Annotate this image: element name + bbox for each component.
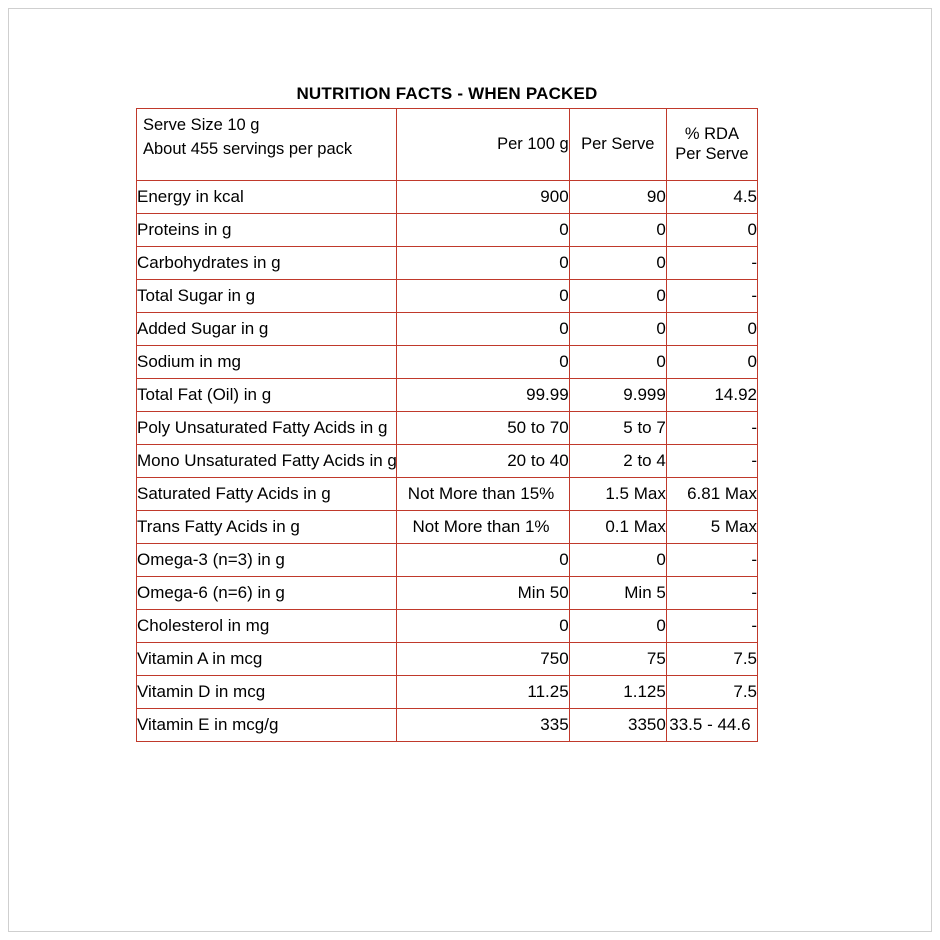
nutrient-name: Energy in kcal [137,181,397,214]
nutrient-name: Omega-3 (n=3) in g [137,544,397,577]
value-per-100g: 0 [397,544,569,577]
value-per-serve: 90 [569,181,666,214]
nutrient-name: Total Sugar in g [137,280,397,313]
serve-size-label: Serve Size 10 g [143,116,260,134]
nutrient-name: Proteins in g [137,214,397,247]
table-row [137,412,758,445]
table-row [137,445,758,478]
value-per-100g: 750 [397,643,569,676]
value-rda: 4.5 [666,181,757,214]
value-rda: 14.92 [666,379,757,412]
value-per-serve: 0 [569,346,666,379]
value-per-serve: 0 [569,544,666,577]
nutrition-facts-table [136,108,758,742]
nutrient-name: Carbohydrates in g [137,247,397,280]
value-per-serve: 5 to 7 [569,412,666,445]
nutrient-name: Cholesterol in mg [137,610,397,643]
value-rda: 7.5 [666,643,757,676]
value-per-100g: 0 [397,313,569,346]
table-row [137,544,758,577]
nutrition-facts-panel [136,84,758,742]
value-rda: 0 [666,346,757,379]
table-row [137,478,758,511]
table-row [137,643,758,676]
value-per-serve: 75 [569,643,666,676]
value-per-serve: 0 [569,313,666,346]
value-per-100g: 0 [397,247,569,280]
value-per-100g: 0 [397,346,569,379]
servings-per-pack-label: About 455 servings per pack [143,139,353,158]
value-per-serve: 2 to 4 [569,445,666,478]
table-row [137,511,758,544]
nutrient-name: Omega-6 (n=6) in g [137,577,397,610]
value-rda: 7.5 [666,676,757,709]
nutrient-name: Sodium in mg [137,346,397,379]
nutrient-name: Total Fat (Oil) in g [137,379,397,412]
header-rda-line2: Per Serve [675,144,749,163]
value-rda: - [666,445,757,478]
value-rda: - [666,544,757,577]
nutrient-name: Vitamin E in mcg/g [137,709,397,742]
value-rda: - [666,577,757,610]
header-rda-line1: % RDA [684,124,739,143]
page-title: NUTRITION FACTS - WHEN PACKED [296,84,598,103]
header-per-100g: Per 100 g [397,109,569,181]
nutrient-name: Poly Unsaturated Fatty Acids in g [137,412,397,445]
value-per-serve: 9.999 [569,379,666,412]
table-row [137,280,758,313]
table-row [137,346,758,379]
value-per-serve: 1.5 Max [569,478,666,511]
value-per-serve: 1.125 [569,676,666,709]
value-rda: - [666,247,757,280]
table-row [137,379,758,412]
table-row [137,610,758,643]
value-rda: - [666,280,757,313]
value-per-100g: 99.99 [397,379,569,412]
value-rda: 33.5 - 44.6 [666,709,757,742]
value-per-serve: 0 [569,280,666,313]
value-rda: - [666,610,757,643]
value-per-100g: 50 to 70 [397,412,569,445]
value-rda: 6.81 Max [666,478,757,511]
value-per-serve: 3350 [569,709,666,742]
value-per-100g: 20 to 40 [397,445,569,478]
value-per-100g: 0 [397,214,569,247]
nutrient-name: Saturated Fatty Acids in g [137,478,397,511]
table-row [137,709,758,742]
value-per-serve: 0 [569,247,666,280]
value-per-100g: Not More than 15% [397,478,569,511]
value-rda: 5 Max [666,511,757,544]
value-rda: - [666,412,757,445]
value-rda: 0 [666,313,757,346]
value-per-100g: Not More than 1% [397,511,569,544]
nutrient-name: Mono Unsaturated Fatty Acids in g [137,445,397,478]
nutrient-name: Trans Fatty Acids in g [137,511,397,544]
table-body [137,109,758,742]
value-per-100g: 900 [397,181,569,214]
value-per-serve: Min 5 [569,577,666,610]
value-per-serve: 0 [569,214,666,247]
nutrient-name: Vitamin D in mcg [137,676,397,709]
nutrient-name: Vitamin A in mcg [137,643,397,676]
table-row [137,181,758,214]
table-row [137,676,758,709]
table-row [137,313,758,346]
header-per-serve: Per Serve [569,109,666,181]
value-rda: 0 [666,214,757,247]
header-rda-per-serve [666,109,757,181]
nutrient-name: Added Sugar in g [137,313,397,346]
table-row [137,577,758,610]
value-per-100g: Min 50 [397,577,569,610]
table-row [137,247,758,280]
value-per-100g: 0 [397,280,569,313]
value-per-100g: 0 [397,610,569,643]
header-serve-size-cell [137,109,397,181]
value-per-100g: 335 [397,709,569,742]
table-header-row [137,109,758,181]
table-row [137,214,758,247]
value-per-serve: 0 [569,610,666,643]
value-per-100g: 11.25 [397,676,569,709]
value-per-serve: 0.1 Max [569,511,666,544]
